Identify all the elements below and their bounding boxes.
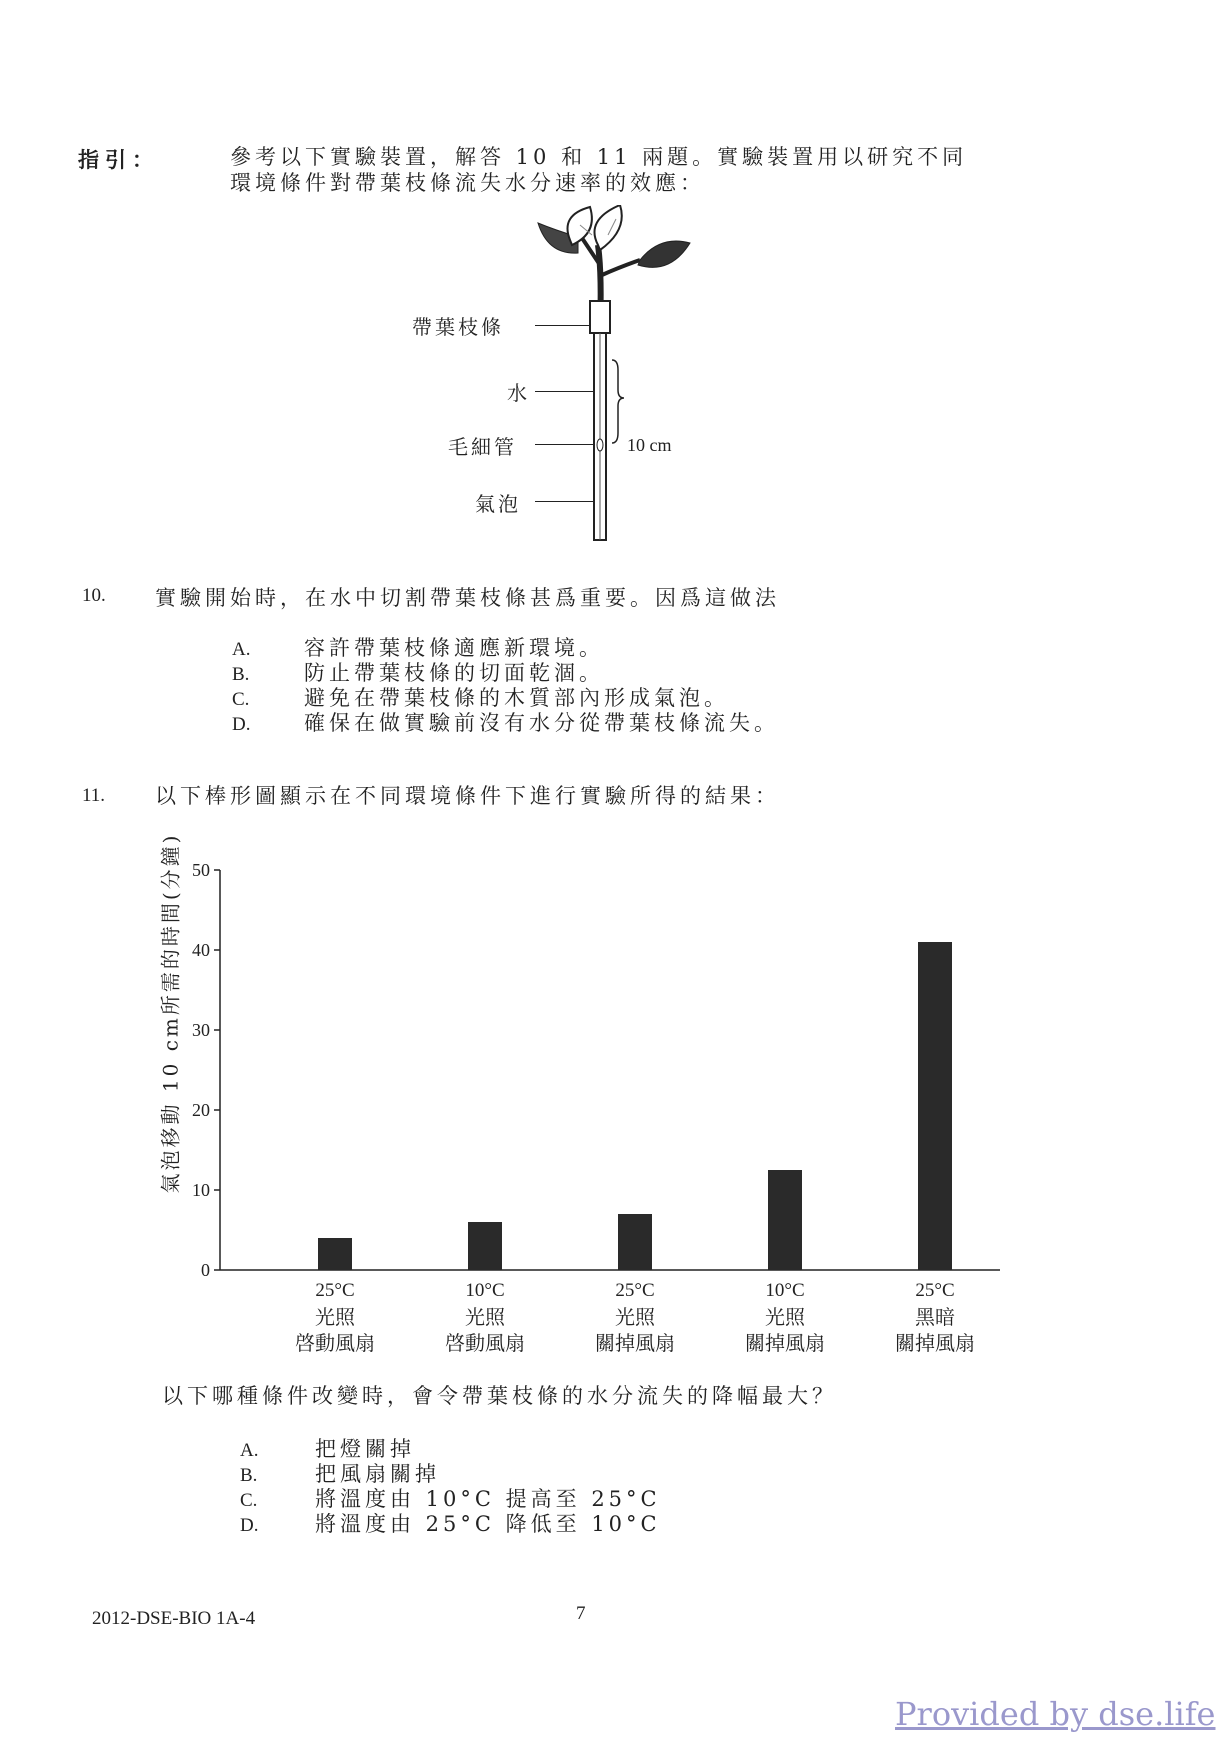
q11-question: 以下哪種條件改變時，會令帶葉枝條的水分流失的降幅最大？	[162, 1384, 837, 1408]
q11-option-b[interactable]	[240, 1458, 661, 1486]
q10-option-b-letter: B.	[232, 664, 250, 685]
label-bubble: 氣泡	[475, 492, 521, 516]
q11-option-a[interactable]	[240, 1433, 661, 1461]
y-tick-label: 20	[192, 1100, 210, 1120]
y-tick-label: 0	[201, 1260, 210, 1280]
q11-option-a-text: 把燈關掉	[315, 1437, 415, 1461]
category-fan: 啓動風扇	[295, 1331, 375, 1355]
category-temp: 25°C	[315, 1280, 355, 1301]
q11-option-b-letter: B.	[240, 1465, 258, 1486]
q11-option-d-letter: D.	[240, 1515, 259, 1536]
q10-stem: 實驗開始時，在水中切割帶葉枝條甚爲重要。因爲這做法	[155, 586, 780, 610]
category-label-1	[275, 1278, 395, 1356]
bar-2	[468, 1222, 502, 1270]
bar-chart	[180, 850, 1020, 1290]
category-light: 黑暗	[915, 1305, 955, 1329]
q10-option-c-text: 避免在帶葉枝條的木質部內形成氣泡。	[304, 686, 729, 710]
chart-y-axis-label: 氣泡移動 10 cm所需的時間(分鐘)	[158, 832, 183, 1194]
category-temp: 25°C	[915, 1280, 955, 1301]
q11-option-c-text: 將溫度由 10°C 提高至 25°C	[315, 1487, 661, 1511]
category-temp: 10°C	[765, 1280, 805, 1301]
y-tick-label: 30	[192, 1020, 210, 1040]
q11-option-b-text: 把風扇關掉	[315, 1462, 440, 1486]
label-water: 水	[507, 381, 530, 405]
q11-option-c-letter: C.	[240, 1490, 258, 1511]
pointer-line-shoot	[535, 325, 590, 326]
category-fan: 啓動風扇	[445, 1331, 525, 1355]
category-light: 光照	[765, 1305, 805, 1329]
instruction-line-2: 環境條件對帶葉枝條流失水分速率的效應：	[230, 171, 705, 195]
q10-option-a[interactable]	[232, 632, 779, 660]
q11-option-c[interactable]	[240, 1483, 661, 1511]
category-label-3	[575, 1278, 695, 1356]
footer-page-number: 7	[576, 1603, 586, 1624]
pointer-line-water	[535, 391, 595, 392]
q11-option-d-text: 將溫度由 25°C 降低至 10°C	[315, 1512, 661, 1536]
y-tick-label: 10	[192, 1180, 210, 1200]
label-length: 10 cm	[627, 435, 672, 455]
q10-option-a-letter: A.	[232, 639, 251, 660]
instruction-line-1: 參考以下實驗裝置，解答 10 和 11 兩題。實驗裝置用以研究不同	[230, 145, 968, 169]
q10-option-b-text: 防止帶葉枝條的切面乾涸。	[304, 661, 604, 685]
bar-1	[318, 1238, 352, 1270]
q11-options	[240, 1433, 661, 1536]
category-label-4	[725, 1278, 845, 1356]
q10-options	[232, 632, 779, 735]
category-fan: 關掉風扇	[595, 1331, 675, 1355]
q11-stem: 以下棒形圖顯示在不同環境條件下進行實驗所得的結果：	[155, 784, 780, 808]
category-temp: 10°C	[465, 1280, 505, 1301]
y-tick-label: 40	[192, 940, 210, 960]
y-tick-label: 50	[192, 860, 210, 880]
label-capillary: 毛細管	[448, 435, 517, 459]
category-light: 光照	[615, 1305, 655, 1329]
footer-exam-code: 2012-DSE-BIO 1A-4	[92, 1608, 256, 1629]
q11-option-a-letter: A.	[240, 1440, 259, 1461]
category-label-2	[425, 1278, 545, 1356]
pointer-line-bubble	[535, 501, 595, 502]
label-leafy-shoot: 帶葉枝條	[412, 315, 504, 339]
q10-option-d[interactable]	[232, 707, 779, 735]
category-light: 光照	[465, 1305, 505, 1329]
apparatus-diagram	[520, 205, 720, 545]
category-fan: 關掉風扇	[895, 1331, 975, 1355]
category-label-5	[875, 1278, 995, 1356]
q10-option-a-text: 容許帶葉枝條適應新環境。	[304, 636, 604, 660]
instruction-label: 指引：	[78, 148, 159, 172]
category-light: 光照	[315, 1305, 355, 1329]
bar-3	[618, 1214, 652, 1270]
q10-number: 10.	[82, 585, 106, 606]
bar-5	[918, 942, 952, 1270]
bar-4	[768, 1170, 802, 1270]
pointer-line-capillary	[535, 444, 595, 445]
q10-option-b[interactable]	[232, 657, 779, 685]
category-temp: 25°C	[615, 1280, 655, 1301]
q10-option-c-letter: C.	[232, 689, 250, 710]
q11-number: 11.	[82, 785, 106, 806]
q10-option-c[interactable]	[232, 682, 779, 710]
q10-option-d-letter: D.	[232, 714, 251, 735]
q10-option-d-text: 確保在做實驗前沒有水分從帶葉枝條流失。	[304, 711, 779, 735]
provided-by-link[interactable]: Provided by dse.life	[895, 1695, 1216, 1733]
q11-option-d[interactable]	[240, 1508, 661, 1536]
category-fan: 關掉風扇	[745, 1331, 825, 1355]
